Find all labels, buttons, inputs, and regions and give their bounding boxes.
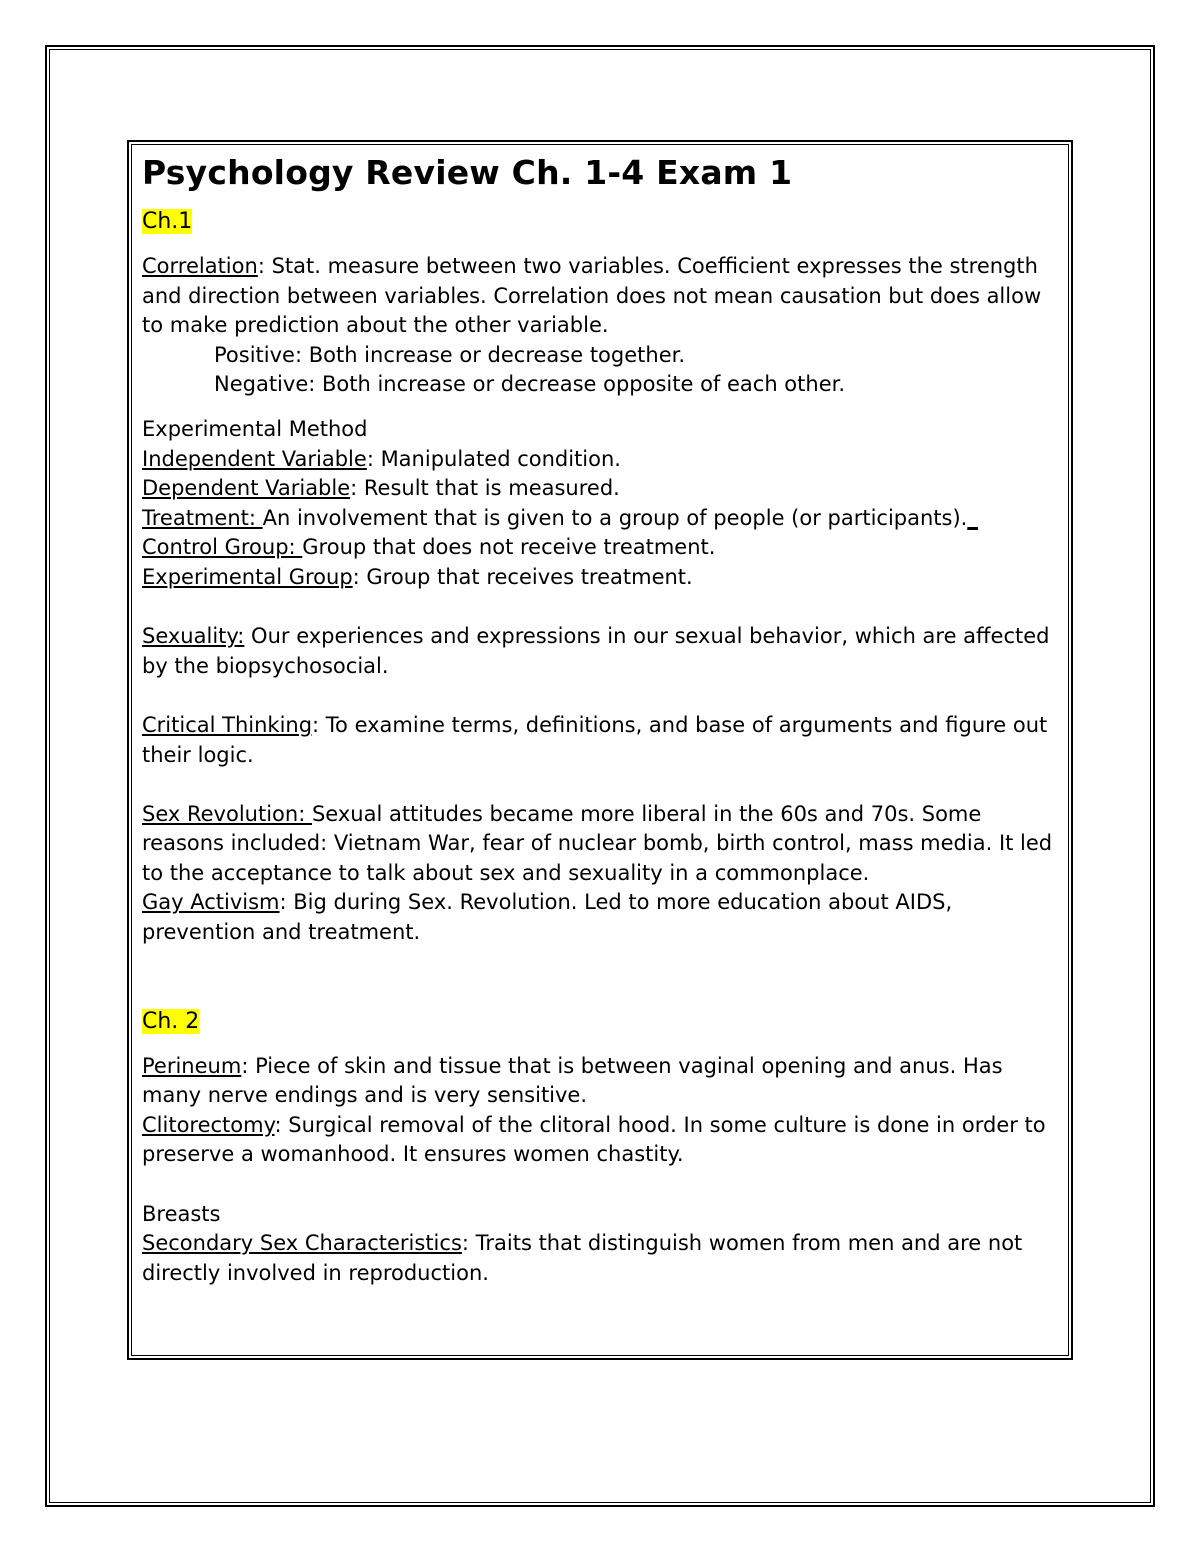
dependent-variable-term: Dependent Variable xyxy=(142,476,351,501)
independent-variable-line xyxy=(142,445,1058,475)
correlation-paragraph xyxy=(142,252,1058,341)
chapter-1-heading xyxy=(142,207,1058,237)
treatment-term: Treatment: xyxy=(142,505,263,530)
treatment-text: An involvement that is given to a group of people (or participants). xyxy=(262,505,968,530)
correlation-term: Correlation xyxy=(142,254,258,278)
sex-revolution-term: Sex Revolution: xyxy=(142,801,312,826)
chapter-2-heading xyxy=(142,1007,1058,1037)
spacer xyxy=(142,1170,1058,1200)
gay-activism-paragraph xyxy=(142,888,1058,947)
spacer xyxy=(142,593,1058,623)
control-group-line xyxy=(142,533,1058,563)
secondary-sex-characteristics-paragraph xyxy=(142,1229,1058,1288)
clitorectomy-term: Clitorectomy xyxy=(142,1112,275,1137)
spacer xyxy=(142,770,1058,800)
sex-revolution-text: Sexual attitudes became more liberal in the 60s and 70s. Some reasons included: Vietnam War, fear of nuclear bomb, birth control, mass media. It led to the acceptance to talk about sex and sexuality in a commonplace. xyxy=(142,801,1053,885)
sexuality-paragraph xyxy=(142,622,1058,681)
secondary-sex-characteristics-term: Secondary Sex Characteristics xyxy=(142,1231,462,1256)
breasts-heading: Breasts xyxy=(142,1201,221,1226)
notes-box-inner xyxy=(131,144,1069,1356)
experimental-group-line xyxy=(142,563,1058,593)
experimental-method-heading: Experimental Method xyxy=(142,416,368,441)
correlation-negative: Negative: Both increase or decrease opposite of each other. xyxy=(214,372,845,397)
control-group-text: Group that does not receive treatment. xyxy=(302,535,716,560)
critical-thinking-text: : To examine terms, definitions, and base of arguments and figure out their logic. xyxy=(142,712,1048,767)
perineum-text: : Piece of skin and tissue that is between vaginal opening and anus. Has many nerve endings and is very sensitive. xyxy=(142,1053,1003,1108)
perineum-term: Perineum xyxy=(142,1053,242,1078)
control-group-term: Control Group: xyxy=(142,535,303,560)
chapter-2-highlight: Ch. 2 xyxy=(142,1008,200,1034)
notes-box xyxy=(127,140,1073,1360)
perineum-paragraph xyxy=(142,1052,1058,1111)
chapter-1-highlight: Ch.1 xyxy=(142,209,193,234)
correlation-text: : Stat. measure between two variables. Coefficient expresses the strength and direction between variables. Correlation does not mean causation but does allow to make prediction about the other variable. xyxy=(142,254,1042,338)
dependent-variable-text: : Result that is measured. xyxy=(350,476,620,501)
critical-thinking-term: Critical Thinking xyxy=(142,712,313,737)
gay-activism-text: : Big during Sex. Revolution. Led to more education about AIDS, prevention and treatment. xyxy=(142,890,953,945)
clitorectomy-paragraph xyxy=(142,1111,1058,1170)
sex-revolution-paragraph xyxy=(142,800,1058,889)
experimental-group-term: Experimental Group xyxy=(142,564,353,589)
spacer xyxy=(142,681,1058,711)
experimental-group-text: : Group that receives treatment. xyxy=(352,564,693,589)
gay-activism-term: Gay Activism xyxy=(142,890,280,915)
spacer xyxy=(142,948,1058,1007)
independent-variable-term: Independent Variable xyxy=(142,446,367,471)
sexuality-term: Sexuality: xyxy=(142,624,245,649)
critical-thinking-paragraph xyxy=(142,711,1058,770)
treatment-line xyxy=(142,504,1058,534)
dependent-variable-line xyxy=(142,474,1058,504)
clitorectomy-text: : Surgical removal of the clitoral hood. In some culture is done in order to preserve a womanhood. It ensures women chastity. xyxy=(142,1112,1046,1167)
treatment-trailing: _ xyxy=(967,505,978,530)
correlation-positive: Positive: Both increase or decrease together. xyxy=(214,342,685,367)
sexuality-text: Our experiences and expressions in our sexual behavior, which are affected by the biopsychosocial. xyxy=(142,624,1050,678)
secondary-sex-characteristics-text: : Traits that distinguish women from men and are not directly involved in reproduction. xyxy=(142,1231,1023,1285)
independent-variable-text: : Manipulated condition. xyxy=(366,446,621,471)
document-title: Psychology Review Ch. 1-4 Exam 1 xyxy=(142,153,793,192)
spacer xyxy=(142,400,1058,415)
